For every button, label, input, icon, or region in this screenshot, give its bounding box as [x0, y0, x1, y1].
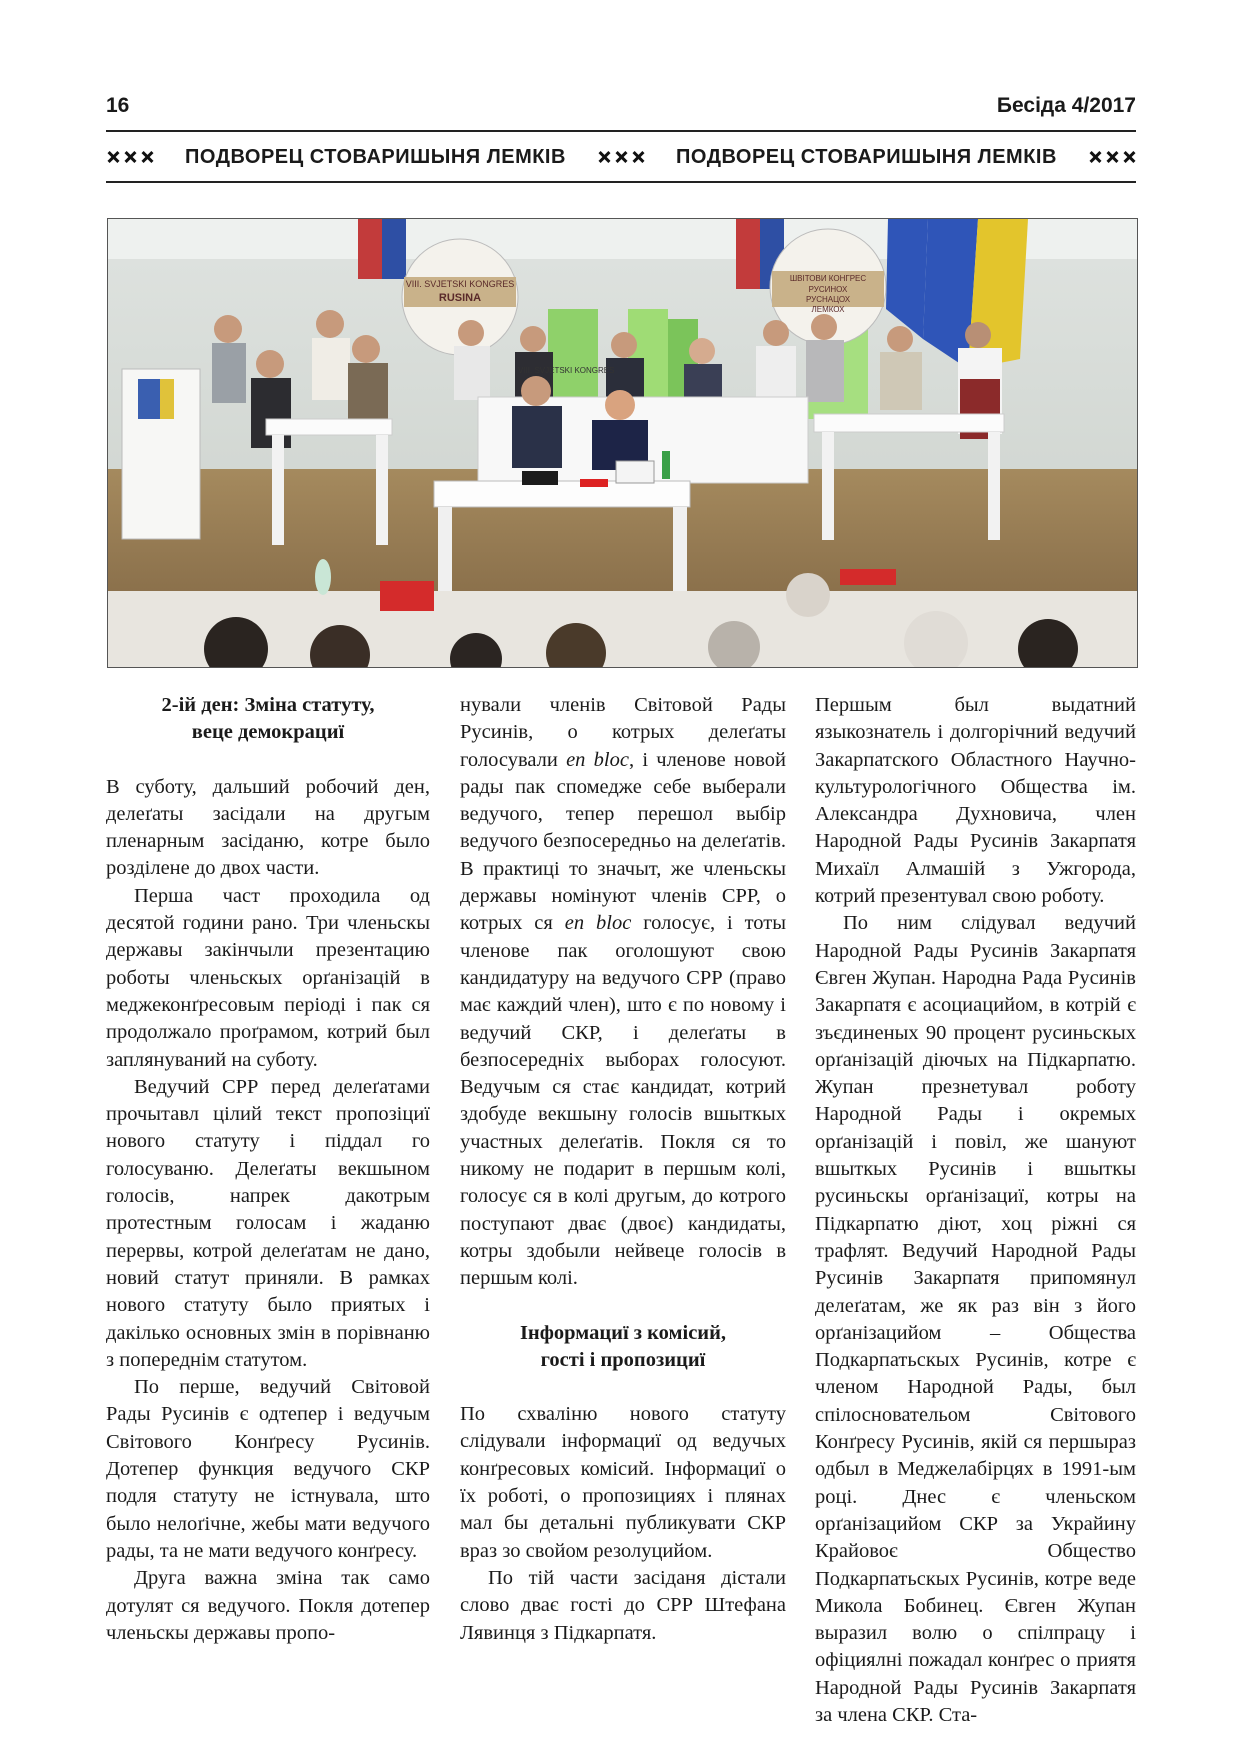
ornament-icon [597, 150, 645, 164]
paragraph: По ним слідувал ведучий Народной Рады Русинів Закарпатя Євген Жупан. Народна Рада Русинів Закарпатя є асоциацийом, в котрій є зъєдиненых 90 процент русиньскых орґанізацій діючых на Підкарпатю. Жупан презнетувал роботу Народной Рады і окремых орґанізацій і повіл, же шануют вшыткых Русинів і вшыткы русиньскы орґанізациї, котры на Підкарпатю діют, хоц ріжні ся трафлят. Ведучий Народной Рады Русинів Закарпатя припомянул делеґатам, же як раз він з його орґанізацийом – Общества Подкарпатьскых Русинів, котре є членом Народной Рады, был спілосновательом Світового Конґресу Русинів, якій ся першыраз одбыл в Меджелабірцях в 1991-ым році. Днес є членьском орґанізацийом СКР за Украйину Крайовоє Общество Подкарпатьскых Русинів, котре веде Микола Бобинец. Євген Жупан выразил волю о спілпрацу і офіциялні пожадал конґрес о приятя Народной Рады Русинів Закарпатя за члена СКР. Ста- [815, 912, 1136, 1726]
photo-banner-right-2: РУСИНОХ [808, 285, 848, 294]
paragraph: Першым был выдатний языкознатель і долгорічний ведучий Закарпатского Областного Научно-культурологічного Общества ім. Александра Духновича, член Народной Рады Русинів Закарпатя Михаїл Алмашій з Ужгорода, котрий презентувал свою роботу. [815, 694, 1136, 908]
banner-text: ПОДВОРЕЦ СТОВАРИШЫНЯ ЛЕМКІВ [676, 145, 1057, 168]
paragraph: По перше, ведучий Світовой Рады Русинів є одтепер і ведучым Світового Конґресу Русинів. Дотепер функция ведучого СКР подля статуту не істнувала, што было нелоґічне, жебы мати ведучого рады, та не мати ведучого конґресу. [106, 1376, 430, 1562]
photo-banner-right-4: ЛЕМКОХ [811, 305, 845, 314]
article-column-3 [815, 692, 1136, 1729]
article-heading: 2-ій ден: Зміна статуту, веце демокрациї [161, 694, 375, 744]
paragraph: По тій части засіданя дістали слово дває гості до СРР Штефана Лявинця з Підкарпатя. [460, 1566, 786, 1644]
paragraph: По схваліню нового статуту слідували інформациї од ведучых конґресовых комісий. Інформациї о їх роботі, о пропозициях і плянах мал бы детальні публикувати СКР враз зо свойом резолуцийом. [460, 1403, 786, 1562]
photo-banner-left-2: RUSINA [438, 292, 482, 304]
paragraph: В суботу, дальший робочий ден, делеґаты засідали на другым пленарным засіданю, котре было розділене до двох части. [106, 775, 430, 880]
header-rule-top [106, 130, 1136, 132]
article-subheading: Інформациї з комісий, гості і пропозициї [519, 1321, 727, 1371]
congress-photo [107, 218, 1138, 668]
section-banner [106, 140, 1136, 174]
photo-banner-right: ШВІТОВИ КОНГРЕС [789, 274, 867, 283]
header-rule-bottom [106, 181, 1136, 183]
article-column-1 [106, 692, 430, 1647]
running-header [106, 94, 1136, 124]
paragraph: Перша част проходила од десятой години рано. Три членьскы державы закінчыли презентацию роботы членьскых орґанізацій в меджеконґресовым періоді і пак ся продолжало проґрамом, котрий был заплянуваний на суботу. [106, 884, 430, 1071]
photo-table-sign: VIII. SVJETSKI KONGRES [518, 366, 615, 375]
page-number: 16 [106, 94, 130, 117]
paragraph: Ведучий СРР перед делеґатами прочытавл цілий текст пропозіциї нового статуту і піддал го голосуваню. Делеґаты векшыном голосів, напрек дакотрым протестным голосам і жаданю перервы, котрой делеґатам не дано, новий статут приняли. В рамках нового статуту было приятых і дакілько основных змін в порівнаню з попереднім статутом. [106, 1075, 430, 1371]
article-column-2 [460, 692, 786, 1647]
issue-label: Бесіда 4/2017 [996, 94, 1136, 117]
photo-banner-right-3: РУСНАЦОХ [805, 295, 851, 304]
photo-banner-left: VIII. SVJETSKI KONGRES [405, 279, 515, 289]
paragraph: нували членів Світовой Рады Русинів, о котрых делеґаты голосували en bloc, і членове новой рады пак спомедже себе выберали ведучого, тепер перешол выбір ведучого безпосередньо на делеґатів. В практиці то значыт, же членьскы державы номінуют членів СРР, о котрых ся en bloc голосує, і тоты членове пак оголошуют свою кандидатуру на ведучого СРР (право має каждий член), што є по новому і ведучий СКР, і делеґаты в безпосередніх выборах голосуют. Ведучым ся стає кандидат, котрий здобуде векшыну голосів вшыткых участных делеґатів. Покля ся то никому не подарит в першым колі, голосує ся в колі другым, до котрого поступают дває (двоє) кандидаты, котры здобыли нейвеце голосів в першым колі. [460, 694, 786, 1290]
ornament-icon [1088, 150, 1136, 164]
paragraph: Друга важна зміна так само дотулят ся ведучого. Покля дотепер членьскы державы пропо- [106, 1567, 430, 1644]
banner-text: ПОДВОРЕЦ СТОВАРИШЫНЯ ЛЕМКІВ [185, 145, 566, 168]
ornament-icon [106, 150, 154, 164]
